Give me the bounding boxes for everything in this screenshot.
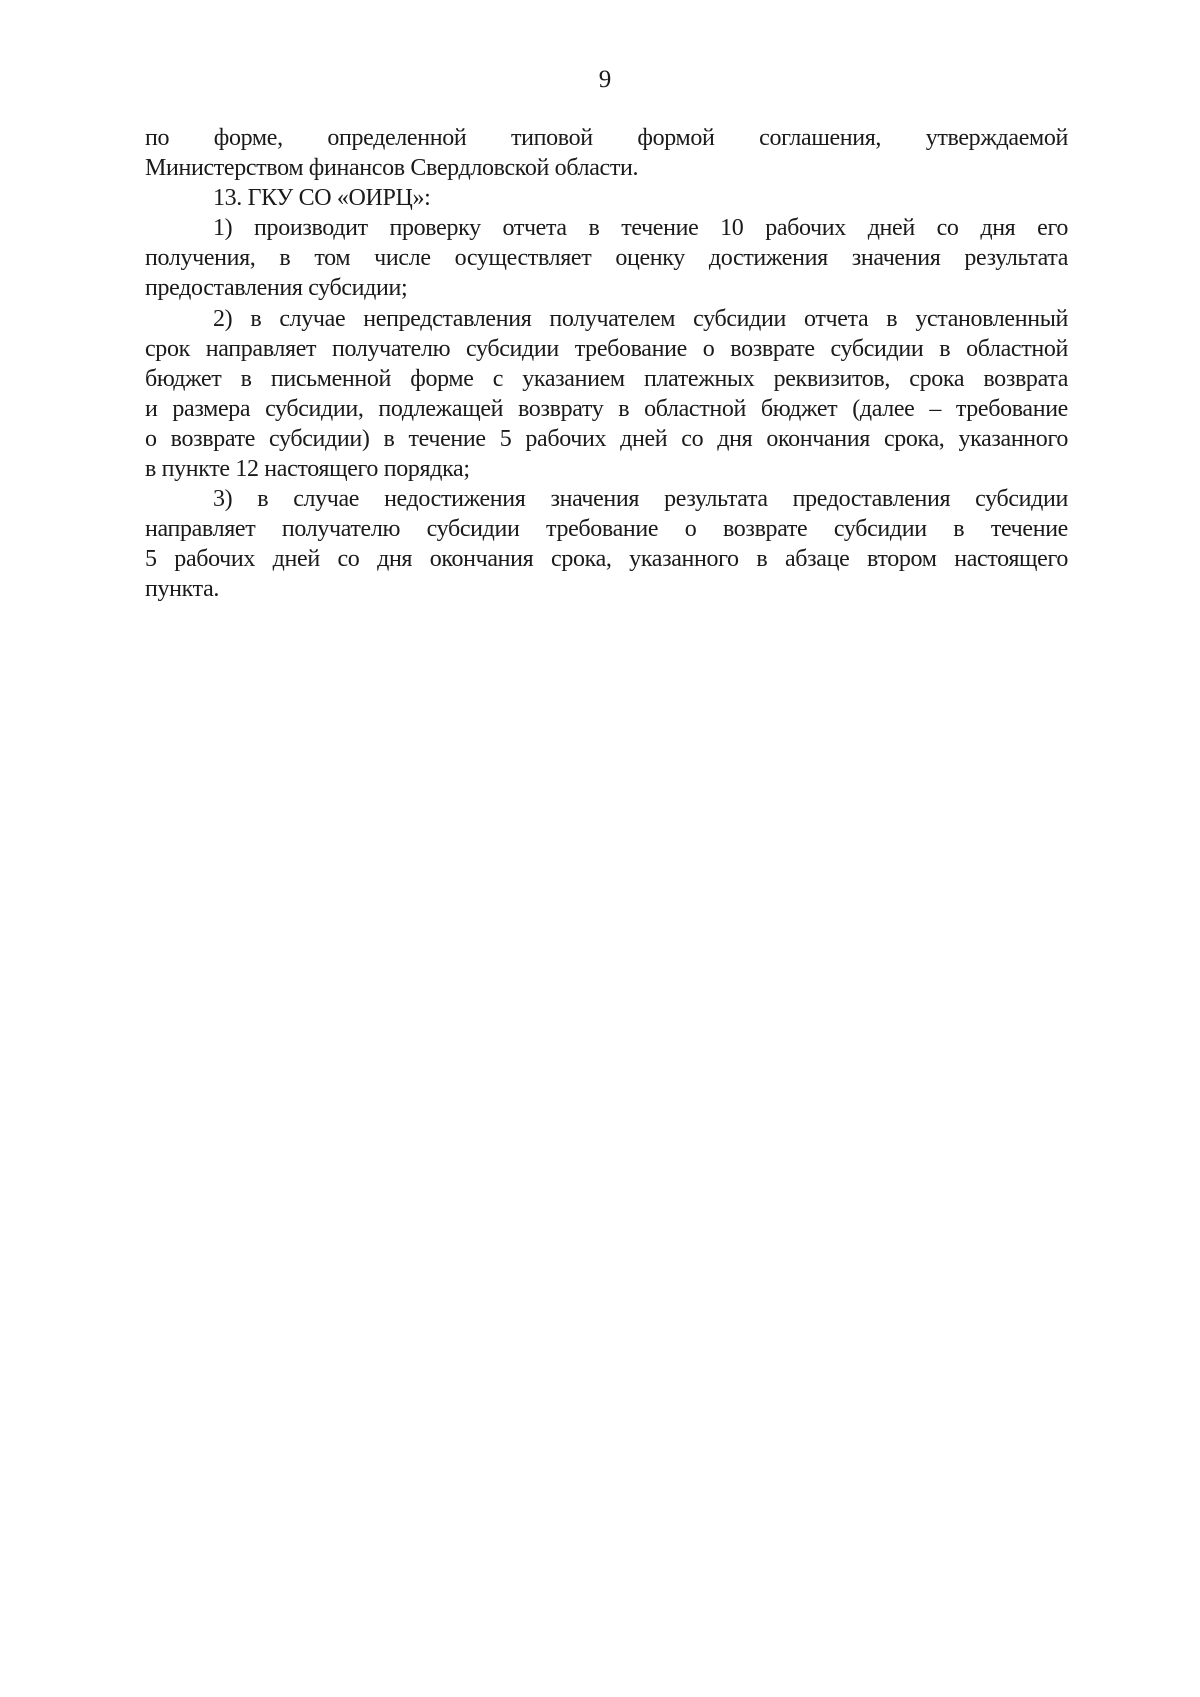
- text-line: пункта.: [145, 576, 220, 603]
- text-line: о возврате субсидии) в течение 5 рабочих дней со дня окончания срока, указанного: [145, 425, 1068, 452]
- text-line: в пункте 12 настоящего порядка;: [145, 456, 470, 483]
- page-number: 9: [598, 66, 612, 93]
- text-line: 3) в случае недостижения значения результата предоставления субсидии: [213, 486, 1068, 513]
- text-line: 1) производит проверку отчета в течение 10 рабочих дней со дня его: [213, 215, 1068, 242]
- document-body: [145, 123, 1068, 605]
- text-line: срок направляет получателю субсидии требование о возврате субсидии в областной: [145, 335, 1068, 362]
- text-line: 2) в случае непредставления получателем субсидии отчета в установленный: [213, 305, 1068, 332]
- text-line: направляет получателю субсидии требование о возврате субсидии в течение: [145, 516, 1068, 543]
- text-line: бюджет в письменной форме с указанием платежных реквизитов, срока возврата: [145, 365, 1068, 392]
- text-line: 13. ГКУ СО «ОИРЦ»:: [213, 185, 431, 212]
- text-line: 5 рабочих дней со дня окончания срока, указанного в абзаце втором настоящего: [145, 546, 1068, 573]
- text-line: и размера субсидии, подлежащей возврату в областной бюджет (далее – требование: [145, 395, 1068, 422]
- text-line: по форме, определенной типовой формой соглашения, утверждаемой: [145, 125, 1068, 151]
- text-line: предоставления субсидии;: [145, 275, 408, 302]
- text-line: Министерством финансов Свердловской области.: [145, 155, 639, 182]
- text-line: получения, в том числе осуществляет оценку достижения значения результата: [145, 245, 1068, 272]
